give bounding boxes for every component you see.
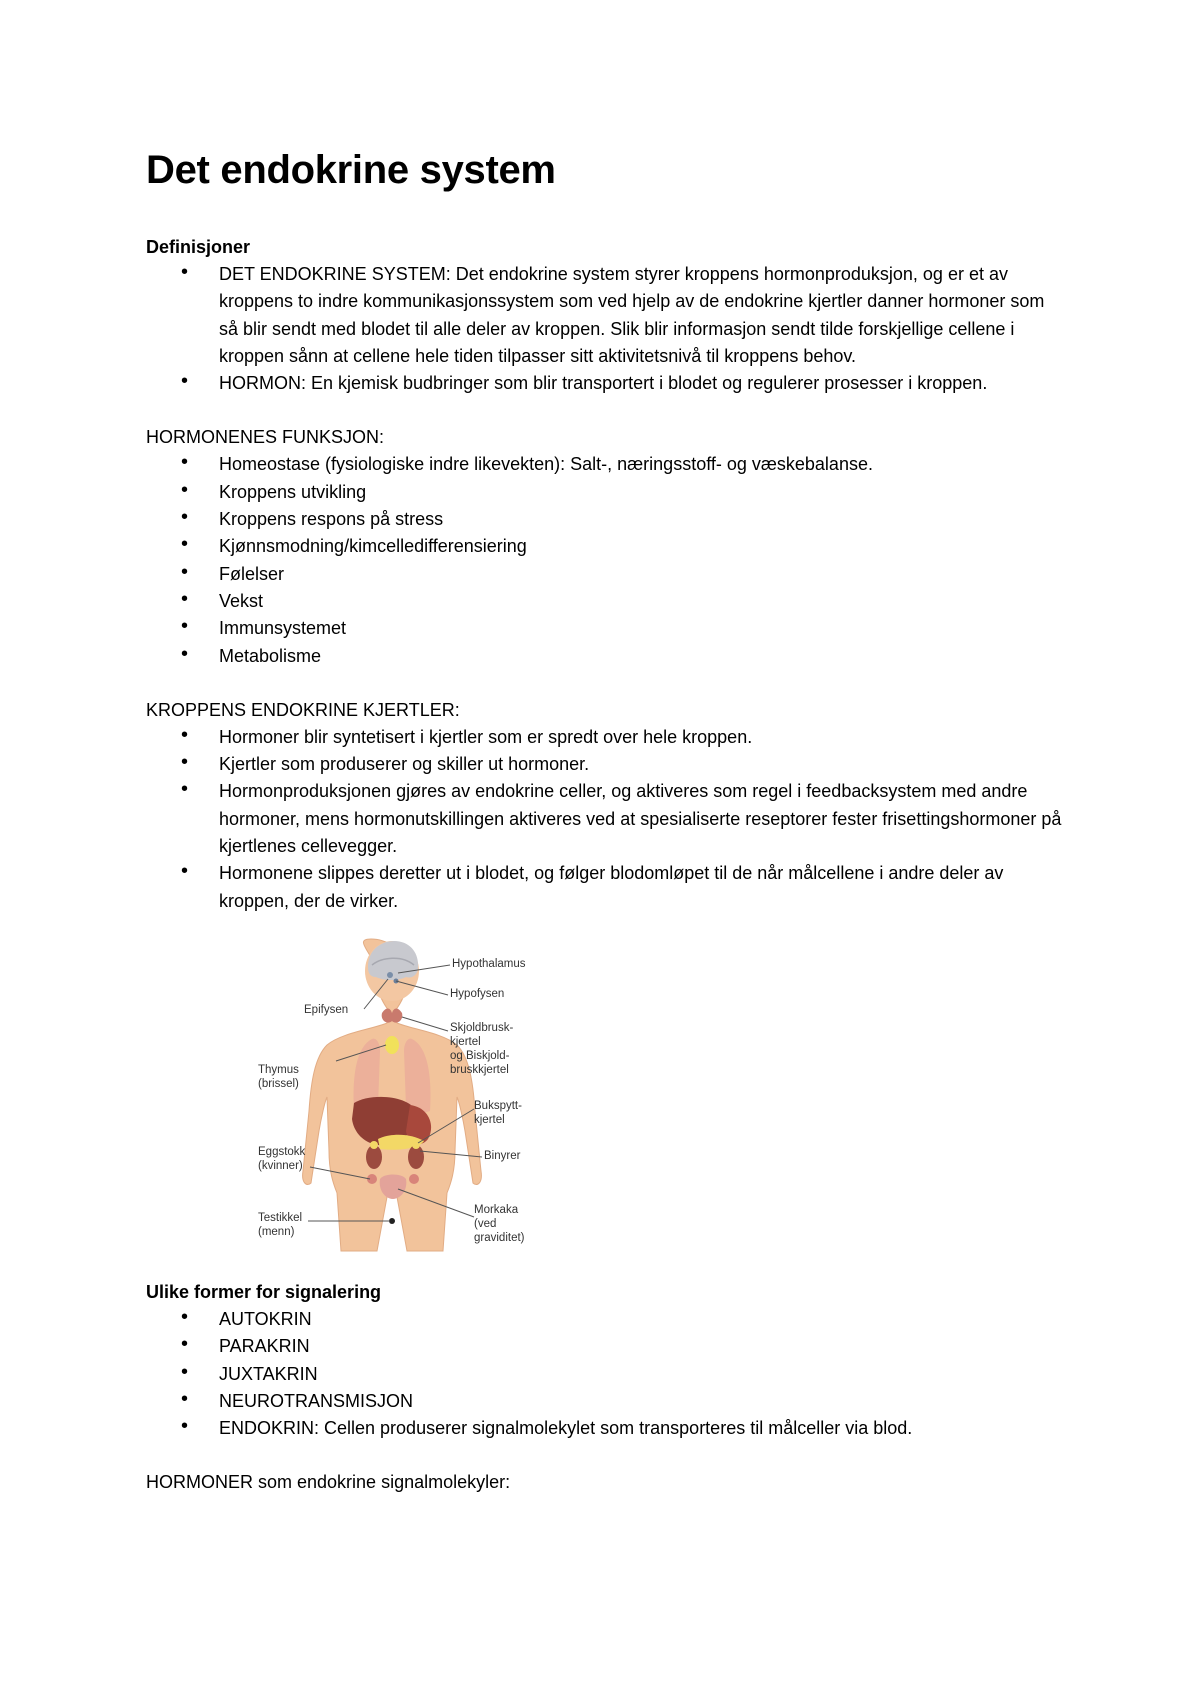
- hormones-heading: HORMONER som endokrine signalmolekyler:: [146, 1472, 511, 1493]
- list-item: • Kjønnsmodning/kimcelledifferensiering: [219, 533, 1066, 560]
- list-item: • PARAKRIN: [219, 1333, 1066, 1360]
- document-page: [146, 148, 1066, 1496]
- label-morkaka: Morkaka (ved graviditet): [474, 1203, 525, 1244]
- label-hypothalamus: Hypothalamus: [452, 957, 526, 970]
- glands-list: [146, 724, 1066, 915]
- list-item: • Kroppens utvikling: [219, 479, 1066, 506]
- label-thymus: Thymus (brissel): [258, 1063, 299, 1090]
- glands-heading: KROPPENS ENDOKRINE KJERTLER:: [146, 699, 460, 720]
- signaling-heading: Ulike former for signalering: [146, 1281, 382, 1302]
- list-item: • HORMON: En kjemisk budbringer som blir transportert i blodet og regulerer prosesser i kroppen.: [219, 370, 1066, 397]
- functions-heading: HORMONENES FUNKSJON:: [146, 427, 385, 448]
- label-testikkel: Testikkel (menn): [258, 1211, 303, 1238]
- list-item: • DET ENDOKRINE SYSTEM: Det endokrine system styrer kroppens hormonproduksjon, og er et av kroppens to indre kommunikasjonssystem som ved hjelp av de endokrine kjertler danner hormoner som så blir sendt med blodet til alle deler av kroppen. Slik blir informasjon sendt tilde forskjellige cellene i kroppen sånn at cellene hele tiden tilpasser sitt aktivitetsnivå til kroppens behov.: [219, 261, 1066, 370]
- label-bukspytt: Bukspytt- kjertel: [474, 1099, 522, 1126]
- page-title: Det endokrine system: [146, 148, 556, 192]
- list-item: • AUTOKRIN: [219, 1306, 1066, 1333]
- list-item: • Immunsystemet: [219, 615, 1066, 642]
- list-item: • Hormonene slippes deretter ut i blodet, og følger blodomløpet til de når målcellene i andre deler av kroppen, der de virker.: [219, 860, 1066, 915]
- list-item: • Følelser: [219, 561, 1066, 588]
- list-item: • NEUROTRANSMISJON: [219, 1388, 1066, 1415]
- list-item: • Hormonproduksjonen gjøres av endokrine celler, og aktiveres som regel i feedbacksystem med andre hormoner, mens hormonutskillingen aktiveres ved at spesialiserte reseptorer fester frisettingshormoner på kjertlenes cellevegger.: [219, 778, 1066, 860]
- list-item: • JUXTAKRIN: [219, 1361, 1066, 1388]
- signaling-list: [146, 1306, 1066, 1442]
- list-item: • ENDOKRIN: Cellen produserer signalmolekylet som transporteres til målceller via blod.: [219, 1415, 1066, 1442]
- definitions-heading: Definisjoner: [146, 237, 251, 257]
- list-item: • Hormoner blir syntetisert i kjertler som er spredt over hele kroppen.: [219, 724, 1066, 751]
- endocrine-glands-figure: [212, 921, 552, 1261]
- list-item: • Metabolisme: [219, 643, 1066, 670]
- label-binyrer: Binyrer: [484, 1149, 521, 1162]
- label-hypofysen: Hypofysen: [450, 987, 505, 1000]
- list-item: • Kroppens respons på stress: [219, 506, 1066, 533]
- list-item: • Homeostase (fysiologiske indre likevekten): Salt-, næringsstoff- og væskebalanse.: [219, 451, 1066, 478]
- functions-list: [146, 451, 1066, 669]
- label-eggstokk: Eggstokk (kvinner): [258, 1145, 306, 1172]
- list-item: • Vekst: [219, 588, 1066, 615]
- list-item: • Kjertler som produserer og skiller ut hormoner.: [219, 751, 1066, 778]
- label-skjoldbrusk: Skjoldbrusk- kjertel og Biskjold- bruskkjertel: [450, 1021, 514, 1076]
- definitions-list: [146, 261, 1066, 397]
- label-epifysen: Epifysen: [304, 1003, 349, 1016]
